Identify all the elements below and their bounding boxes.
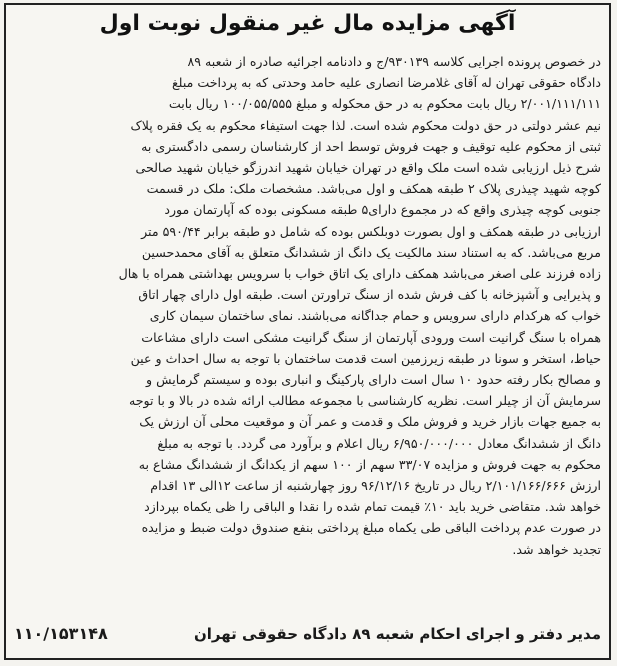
body-line: کوچه شهید چیذری پلاک ۲ طبقه همکف و اول می‌باشد. مشخصات ملک: ملک در قسمت xyxy=(146,181,601,197)
body-line: ۲/۰۰۱/۱۱۱/۱۱۱ ریال بابت محکوم به در حق محکوله و مبلغ ۱۰۰/۰۵۵/۵۵۵ ریال بابت xyxy=(168,96,601,112)
body-line: محکوم به جهت فروش و مزایده ۳۳/۰۷ سهم از ۱۰۰ سهم از یکدانگ از ششدانگ مشاع به xyxy=(138,456,601,472)
body-line: و مصالح بکار رفته حدود ۱۰ سال است دارای پارکینگ و انباری بوده و سیستم گرمایش و xyxy=(146,372,601,388)
body-line: سرمایش آن از چیلر است. نظریه کارشناسی با مجموعه مطالب ارائه شده در بالا و با توجه xyxy=(128,393,601,409)
body-line: دانگ از ششدانگ معادل ۶/۹۵۰/۰۰۰/۰۰۰ ریال اعلام و برآورد می گردد. با توجه به مبلغ xyxy=(157,435,601,451)
body-line: نیم عشر دولتی در حق دولت محکوم شده است. لذا جهت استیفاء محکوم به یک فقره پلاک xyxy=(130,117,601,133)
body-line: و پذیرایی و آشپزخانه با کف فرش شده از سنگ تراورتن است. طبقه اول دارای چهار اتاق xyxy=(138,287,601,303)
notice-frame xyxy=(4,3,611,660)
signature: مدیر دفتر و اجرای احکام شعبه ۸۹ دادگاه حقوقی تهران xyxy=(193,625,601,643)
notice-title: آگهی مزایده مال غیر منقول نوبت اول xyxy=(99,11,516,36)
body-line: در صورت عدم پرداخت الباقی طی یکماه مبلغ پرداختی بنفع صندوق دولت ضبط و مزایده xyxy=(141,520,601,536)
body-line: زاده فرزند علی اصغر می‌باشد همکف دارای یک اتاق خواب با سرویس بهداشتی همراه با هال xyxy=(118,266,601,282)
body-line: ارزیابی در طبقه همکف و اول بصورت دوبلکس بوده که شامل دو طبقه برابر ۵۹۰/۴۴ متر xyxy=(141,223,601,239)
body-line: دادگاه حقوقی تهران له آقای غلامرضا انصاری علیه حامد وحدتی که به پرداخت مبلغ xyxy=(171,75,601,91)
body-line: به جمیع جهات بازار خرید و فروش ملک و قدمت و عمر آن و موقعیت محلی آن ارزش یک xyxy=(139,414,601,430)
reference-number: ۱۱۰/۱۵۳۱۴۸ xyxy=(14,624,108,643)
notice-body xyxy=(14,51,601,560)
body-line: جنوبی کوچه چیذری واقع که در مجموع دارای۵ طبقه مسکونی بوده که آپارتمان مورد xyxy=(164,202,601,218)
body-line: ثبتی از محکوم علیه توقیف و جهت فروش توسط احد از کارشناسان رسمی دادگستری به xyxy=(141,138,601,154)
body-line: ارزش ۲/۱۰۱/۱۶۶/۶۶۶ ریال در تاریخ ۹۶/۱۲/۱۶ روز چهارشنبه از ساعت ۱۲الی ۱۳ اقدام xyxy=(150,478,601,494)
notice-footer xyxy=(14,620,601,648)
body-line: مربع می‌باشد. که به استناد سند مالکیت یک دانگ از ششدانگ متعلق به آقای محمدحسین xyxy=(141,244,601,260)
body-line: همراه با سنگ گرانیت است ورودی آپارتمان از سنگ گرانیت مشکی است دارای مشاعات xyxy=(141,329,601,345)
body-line: خواب که هرکدام دارای سرویس و حمام جداگانه می‌باشند. نمای ساختمان سیمان کاری xyxy=(149,308,601,324)
body-line: حیاط، استخر و سونا در طبقه زیرزمین است قدمت ساختمان با توجه به سال احداث و عین xyxy=(130,350,601,366)
body-line: در خصوص پرونده اجرایی کلاسه ۹۳۰۱۳۹/ج و دادنامه اجرائیه صادره از شعبه ۸۹ xyxy=(187,54,601,69)
body-line: تجدید خواهد شد. xyxy=(512,541,601,557)
body-line: شرح ذیل ارزیابی شده است ملک واقع در تهران خیابان شهید اندرزگو خیابان شهید صالحی xyxy=(135,160,601,176)
body-line: خواهد شد. متقاضی خرید باید ۱۰٪ قیمت تمام شده را نقدا و الباقی را ظی یکماه بپردازد xyxy=(144,499,601,515)
